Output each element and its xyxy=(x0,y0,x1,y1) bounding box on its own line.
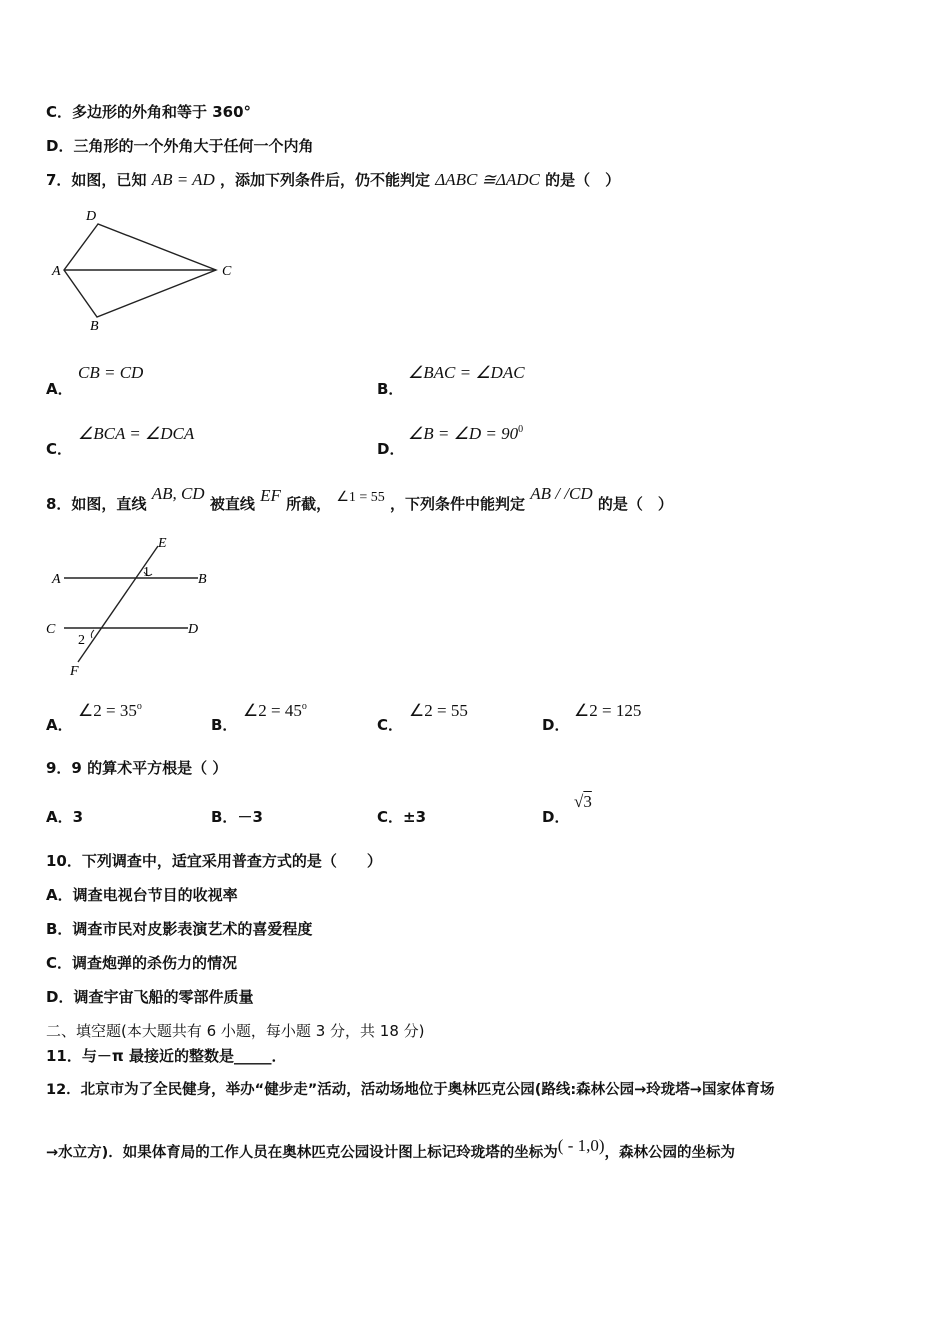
q8-angle: ∠1 = 55 xyxy=(336,490,385,505)
q7-prefix: 7．如图，已知 xyxy=(46,171,147,189)
q8-label-c: C xyxy=(46,622,56,637)
q10-option-d: D．调查宇宙飞船的零部件质量 xyxy=(46,988,254,1006)
q9-option-b: B．－3 xyxy=(211,808,263,826)
q10-option-a: A．调查电视台节目的收视率 xyxy=(46,886,238,904)
q8-option-b-letter: B． xyxy=(211,716,238,734)
q7-label-b: B xyxy=(90,319,99,334)
q7-option-c-letter: C． xyxy=(46,440,73,458)
q8-prefix: 8．如图，直线 xyxy=(46,495,147,513)
q8-lines: AB, CD xyxy=(151,484,205,503)
q6-option-d: D．三角形的一个外角大于任何一个内角 xyxy=(46,137,314,155)
section-2-heading: 二、填空题(本大题共有 6 小题，每小题 3 分，共 18 分) xyxy=(46,1022,425,1040)
q8-option-a-letter: A． xyxy=(46,716,73,734)
q7-label-a: A xyxy=(52,264,61,279)
q7-option-b-letter: B． xyxy=(377,380,404,398)
q10-option-c: C．调查炮弹的杀伤力的情况 xyxy=(46,954,238,972)
q8-figure xyxy=(46,534,226,684)
q9-option-d-letter: D． xyxy=(542,808,570,826)
q8-label-2: 2 xyxy=(78,633,85,648)
q8-label-f: F xyxy=(70,664,79,679)
q6-option-c: C．多边形的外角和等于 360° xyxy=(46,103,252,121)
q8-stem xyxy=(46,484,673,516)
q7-target: ΔABC ≅ΔADC xyxy=(435,170,540,189)
q8-label-e: E xyxy=(158,536,167,551)
q8-option-d-letter: D． xyxy=(542,716,570,734)
q7-label-d: D xyxy=(86,209,97,224)
q12-line1: 12．北京市为了全民健身，举办“健步走”活动，活动场地位于奥林匹克公园(路线:森林公园→玲珑塔→国家体育场 xyxy=(46,1082,775,1098)
q8-label-1: 1 xyxy=(143,565,150,580)
q10-option-b: B．调查市民对皮影表演艺术的喜爱程度 xyxy=(46,920,313,938)
q12-coord: ( - 1,0) xyxy=(557,1136,605,1155)
q9-option-c: C．±3 xyxy=(377,808,427,826)
q8-option-c-expr: ∠2 = 55 xyxy=(409,701,468,720)
q8-label-a: A xyxy=(52,572,61,587)
q7-mid: ，添加下列条件后，仍不能判定 xyxy=(220,171,431,189)
q8-t1: 被直线 xyxy=(209,495,255,513)
q8-parallel: AB / /CD xyxy=(530,484,593,503)
q8-label-d: D xyxy=(188,622,199,637)
q7-suffix: 的是（ ） xyxy=(545,171,621,189)
q7-figure xyxy=(46,204,246,334)
q8-option-d-expr: ∠2 = 125 xyxy=(574,701,642,720)
q10-stem: 10．下列调查中，适宜采用普查方式的是（ ） xyxy=(46,852,382,870)
q8-option-a-expr: ∠2 = $35^o$ xyxy=(78,701,142,720)
q7-condition: AB = AD xyxy=(151,170,215,189)
q7-option-d-letter: D． xyxy=(377,440,405,458)
q8-label-b: B xyxy=(198,572,207,587)
q9-option-d-sqrt: √3 xyxy=(574,792,592,811)
q7-option-b-expr: ∠BAC = ∠DAC xyxy=(408,363,525,382)
q11-stem: 11．与－π 最接近的整数是_____． xyxy=(46,1047,287,1065)
q7-option-c-expr: ∠BCA = ∠DCA xyxy=(78,424,195,443)
q7-label-c: C xyxy=(222,264,232,279)
q7-stem xyxy=(46,170,620,190)
q8-option-b-expr: ∠2 = $45^o$ xyxy=(243,701,307,720)
q7-option-a-letter: A． xyxy=(46,380,73,398)
q8-suffix: 的是（ ） xyxy=(597,495,673,513)
q8-t2: 所截， xyxy=(286,495,332,513)
q7-option-a-expr: CB = CD xyxy=(78,363,144,382)
q9-stem: 9．9 的算术平方根是（ ） xyxy=(46,759,228,777)
q8-option-c-letter: C． xyxy=(377,716,404,734)
q7-option-d-expr: ∠B = ∠D = $90^0$ xyxy=(408,424,524,443)
q8-ef: EF xyxy=(260,486,281,505)
q12-line2: →水立方)．如果体育局的工作人员在奥林匹克公园设计图上标记玲珑塔的坐标为( - 1,0)，森林公园的坐标为 xyxy=(46,1136,736,1161)
q9-option-a: A．3 xyxy=(46,808,84,826)
q8-t3: ，下列条件中能判定 xyxy=(390,495,526,513)
